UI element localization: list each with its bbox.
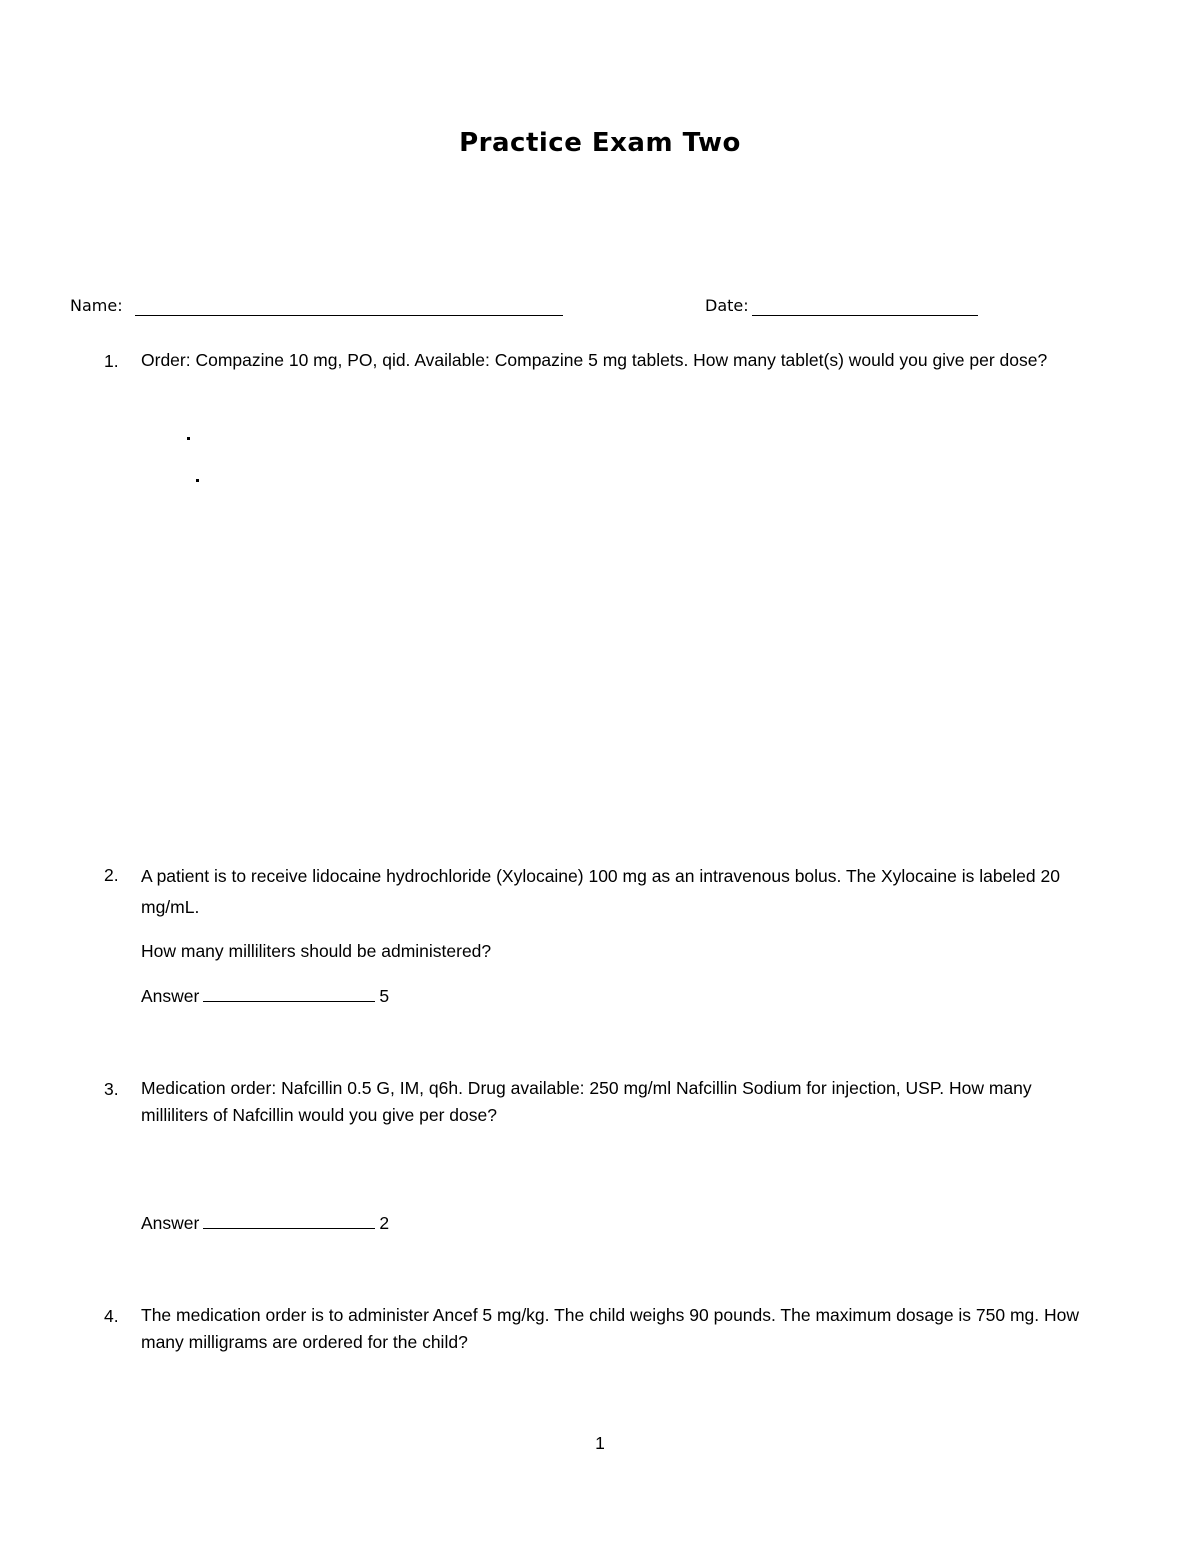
answer-value: 2 <box>379 1213 390 1233</box>
date-blank[interactable] <box>752 315 978 316</box>
stray-mark <box>187 437 190 440</box>
question-2-subtext: How many milliliters should be administered? <box>141 941 492 961</box>
question-1-number: 1. <box>104 351 119 371</box>
question-2-text: A patient is to receive lidocaine hydrochloride (Xylocaine) 100 mg as an intravenous bolus. The Xylocaine is labeled 20 mg/mL. <box>141 866 1060 917</box>
question-4-number: 4. <box>104 1306 119 1326</box>
date-label: Date: <box>705 296 749 315</box>
question-3-text: Medication order: Nafcillin 0.5 G, IM, q6h. Drug available: 250 mg/ml Nafcillin Sodium for injection, USP. How many milliliters of Nafcillin would you give per dose? <box>141 1078 1032 1125</box>
page-title: Practice Exam Two <box>459 128 741 158</box>
question-2-answer <box>141 983 389 1009</box>
question-3-answer <box>141 1210 389 1236</box>
stray-mark <box>196 479 199 482</box>
answer-label: Answer <box>141 1213 200 1233</box>
name-blank[interactable] <box>135 315 563 316</box>
answer-blank[interactable] <box>203 983 375 1002</box>
question-4-text: The medication order is to administer Ancef 5 mg/kg. The child weighs 90 pounds. The maximum dosage is 750 mg. How many milligrams are ordered for the child? <box>141 1305 1080 1352</box>
question-2-number: 2. <box>104 865 119 885</box>
name-label: Name: <box>70 296 123 315</box>
answer-blank[interactable] <box>203 1210 375 1229</box>
page-number: 1 <box>595 1433 605 1453</box>
question-3-number: 3. <box>104 1079 119 1099</box>
question-1-text: Order: Compazine 10 mg, PO, qid. Available: Compazine 5 mg tablets. How many tablet(s) would you give per dose? <box>141 350 1048 370</box>
answer-label: Answer <box>141 986 200 1006</box>
answer-value: 5 <box>379 986 390 1006</box>
